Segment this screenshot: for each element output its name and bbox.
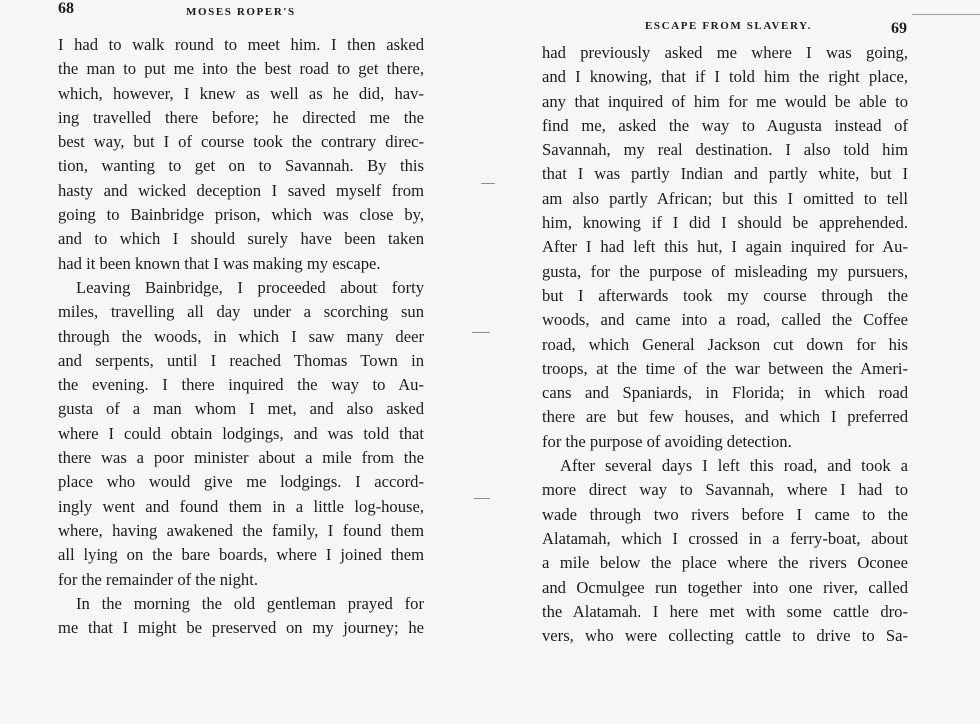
text-line: Leaving Bainbridge, I proceeded about forty <box>76 277 424 297</box>
text-line: me that I might be preserved on my journey; he <box>58 618 424 638</box>
text-line: best way, but I of course took the contrary direc- <box>58 132 424 152</box>
gutter-mark <box>472 332 490 333</box>
text-line: wade through two rivers before I came to the <box>542 504 908 524</box>
text-line: all lying on the bare boards, where I joined them <box>58 545 424 565</box>
text-line: cans and Spaniards, in Florida; in which road <box>542 383 908 403</box>
text-line: place who would give me lodgings. I accord- <box>58 472 424 492</box>
text-line: In the morning the old gentleman prayed for <box>76 593 424 613</box>
text-line: had it been known that I was making my escape. <box>58 253 381 273</box>
left-page-text <box>58 33 424 640</box>
text-line: am also partly African; but this I omitted to tell <box>542 188 908 208</box>
text-line: the evening. I there inquired the way to Au- <box>58 375 424 395</box>
running-head-right: ESCAPE FROM SLAVERY. <box>645 20 813 32</box>
gutter-mark <box>474 498 490 499</box>
text-line: gusta, for the purpose of misleading my pursuers, <box>542 261 908 281</box>
text-line: and I knowing, that if I told him the right place, <box>542 67 908 87</box>
page-number-left: 68 <box>58 0 74 17</box>
top-edge-rule <box>912 14 980 15</box>
text-line: more direct way to Savannah, where I had to <box>542 480 908 500</box>
text-line: woods, and came into a road, called the Coffee <box>542 310 908 330</box>
text-line: had previously asked me where I was going, <box>542 43 908 62</box>
text-line: the man to put me into the best road to get there, <box>58 59 424 79</box>
text-line: him, knowing if I did I should be apprehended. <box>542 213 908 233</box>
text-line: which, however, I knew as well as he did, hav- <box>58 83 424 103</box>
text-line: and serpents, until I reached Thomas Town in <box>58 350 424 370</box>
text-line: for the remainder of the night. <box>58 569 258 589</box>
text-line: where, having awakened the family, I found them <box>58 520 424 540</box>
text-line: hasty and wicked deception I saved myself from <box>58 180 424 200</box>
text-line: going to Bainbridge prison, which was close by, <box>58 205 424 225</box>
running-head-left: MOSES ROPER'S <box>186 6 296 18</box>
text-line: gusta of a man whom I met, and also asked <box>58 399 424 419</box>
text-line: there was a poor minister about a mile from the <box>58 448 424 468</box>
text-line: but I afterwards took my course through the <box>542 285 908 305</box>
text-line: for the purpose of avoiding detection. <box>542 431 792 451</box>
text-line: Alatamah, which I crossed in a ferry-boat, about <box>542 528 908 548</box>
text-line: there are but few houses, and which I preferred <box>542 407 908 427</box>
text-line: troops, at the time of the war between the Ameri- <box>542 358 908 378</box>
text-line: road, which General Jackson cut down for his <box>542 334 908 354</box>
text-line: vers, who were collecting cattle to drive to Sa- <box>542 626 908 646</box>
text-line: ingly went and found them in a little log-house, <box>58 496 424 516</box>
text-line: the Alatamah. I here met with some cattle dro- <box>542 601 908 621</box>
text-line: Savannah, my real destination. I also told him <box>542 140 908 160</box>
right-page <box>490 0 980 724</box>
text-line: through the woods, in which I saw many deer <box>58 326 424 346</box>
gutter-mark <box>481 183 495 184</box>
left-page <box>0 0 470 724</box>
text-line: ing travelled there before; he directed me the <box>58 107 424 127</box>
text-line: and to which I should surely have been taken <box>58 229 424 249</box>
page-number-right: 69 <box>891 20 907 37</box>
text-line: After I had left this hut, I again inquired for Au- <box>542 237 908 257</box>
text-line: tion, wanting to get on to Savannah. By this <box>58 156 424 176</box>
text-line: find me, asked the way to Augusta instead of <box>542 115 908 135</box>
text-line: that I was partly Indian and partly white, but I <box>542 164 908 184</box>
text-line: After several days I left this road, and took a <box>560 456 908 476</box>
text-line: I had to walk round to meet him. I then asked <box>58 35 424 54</box>
text-line: miles, travelling all day under a scorching sun <box>58 302 424 322</box>
right-page-text <box>542 41 908 648</box>
text-line: any that inquired of him for me would be able to <box>542 91 908 111</box>
text-line: and Ocmulgee run together into one river, called <box>542 577 908 597</box>
text-line: where I could obtain lodgings, and was told that <box>58 423 424 443</box>
text-line: a mile below the place where the rivers Oconee <box>542 553 908 573</box>
